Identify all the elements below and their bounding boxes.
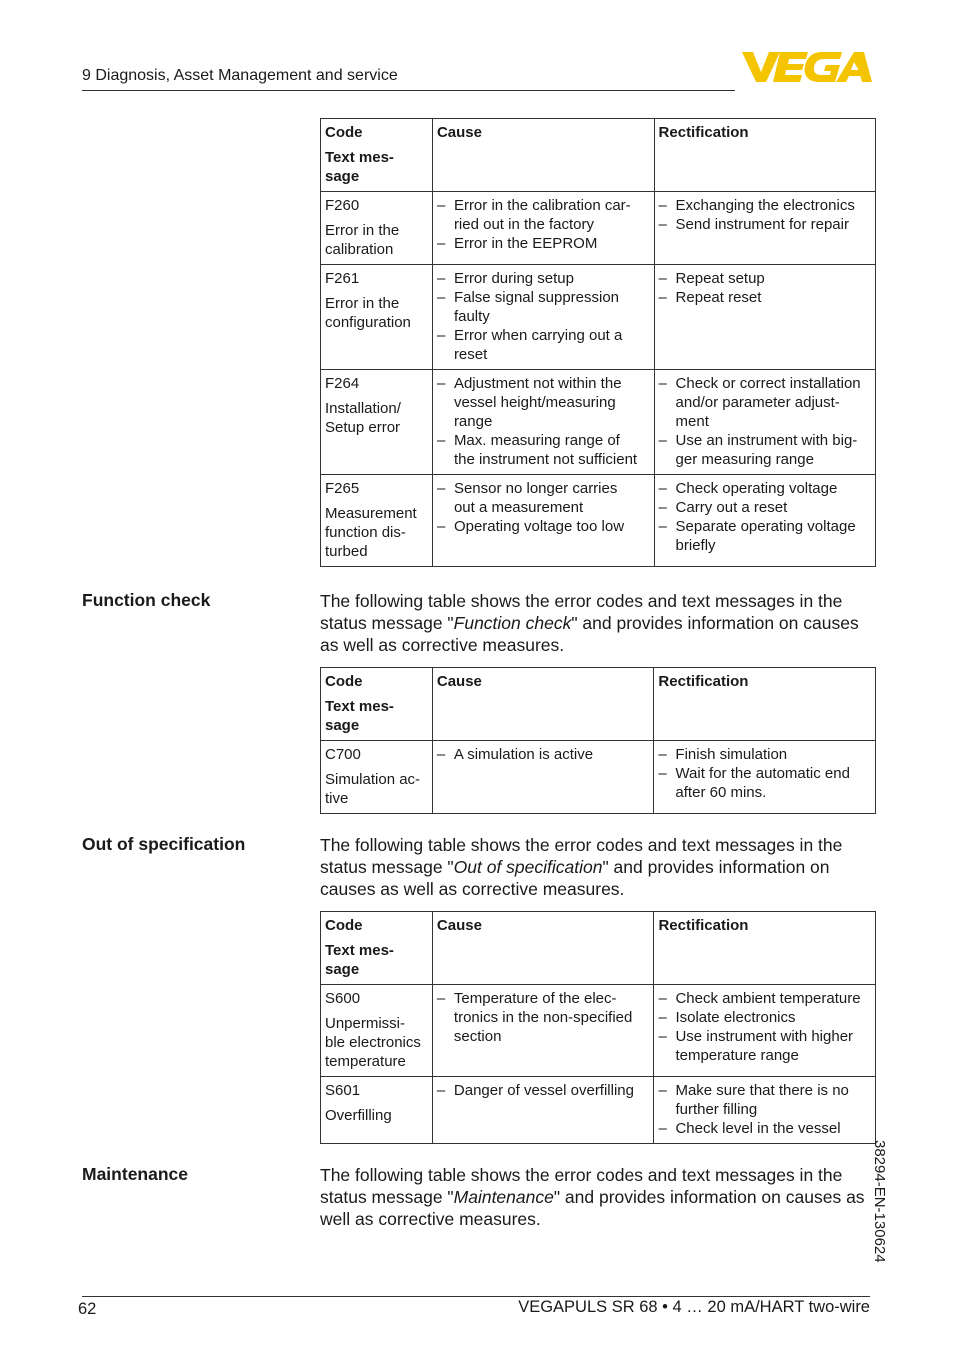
maintenance-intro: The following table shows the error codes and text messages in the status message "Maintenance" and provides information on causes as well as corrective measures.: [320, 1165, 865, 1229]
error-code: F260: [325, 197, 360, 214]
table-header-row: [321, 668, 876, 741]
rectification-item: – Separate operating voltage briefly: [659, 517, 871, 555]
header-code-label: Code: [325, 917, 363, 934]
cause-item: – Danger of vessel overfilling: [437, 1081, 650, 1100]
cause-list: [437, 196, 650, 253]
rectification-list: [659, 374, 871, 469]
rectification-item: – Check or correct installation and/or parameter adjust- ment: [659, 374, 871, 431]
footer-product-title: VEGAPULS SR 68 • 4 … 20 mA/HART two-wire: [518, 1298, 870, 1316]
cause-list: [437, 1081, 650, 1100]
rectification-item: – Use an instrument with big- ger measuring range: [659, 431, 871, 469]
error-text-message: Measurement function dis- turbed: [325, 505, 417, 560]
code-cell: [321, 1077, 433, 1144]
cause-cell: [432, 741, 654, 814]
cause-list: [437, 989, 650, 1046]
error-code: F264: [325, 375, 360, 392]
cause-cell: [432, 370, 654, 475]
out-of-spec-table: [320, 911, 876, 1144]
error-code: F265: [325, 480, 360, 497]
table-header-row: [321, 119, 876, 192]
rectification-item: – Check ambient temperature: [658, 989, 871, 1008]
rectification-cell: [654, 741, 876, 814]
header-cell-code: [321, 912, 433, 985]
rectification-cell: [654, 192, 875, 265]
cause-item: – A simulation is active: [437, 745, 650, 764]
cause-list: [437, 374, 650, 469]
header-text-message-label: Text mes- sage: [325, 149, 394, 185]
code-cell: [321, 985, 433, 1077]
rectification-cell: [654, 475, 875, 567]
cause-cell: [432, 192, 654, 265]
function-check-intro: The following table shows the error codes and text messages in the status message "Function check" and provides information on causes as well as corrective measures.: [320, 591, 859, 655]
code-cell: [321, 741, 433, 814]
cause-list: [437, 269, 650, 364]
failure-error-table: [320, 118, 876, 567]
rectification-item: – Carry out a reset: [659, 498, 871, 517]
cause-cell: [432, 265, 654, 370]
header-cell-code: [321, 668, 433, 741]
error-text-message: Installation/ Setup error: [325, 400, 401, 436]
rectification-item: – Finish simulation: [658, 745, 871, 764]
table-body: [321, 912, 876, 1144]
header-cause-label: Cause: [436, 673, 482, 690]
table-body: [321, 119, 876, 567]
rectification-item: – Repeat reset: [659, 288, 871, 307]
section-title: 9 Diagnosis, Asset Management and service: [82, 67, 398, 84]
rectification-list: [659, 196, 871, 234]
cause-item: – Operating voltage too low: [437, 517, 650, 536]
rectification-item: – Exchanging the electronics: [659, 196, 871, 215]
rectification-item: – Isolate electronics: [658, 1008, 871, 1027]
function-check-heading: Function check: [82, 590, 211, 610]
rectification-item: – Make sure that there is no further filling: [658, 1081, 871, 1119]
error-code: F261: [325, 270, 360, 287]
cause-item: – Adjustment not within the vessel height/measuring range: [437, 374, 650, 431]
vega-logo: [742, 50, 872, 84]
rectification-item: – Wait for the automatic end after 60 mins.: [658, 764, 871, 802]
cause-item: – Max. measuring range of the instrument not sufficient: [437, 431, 650, 469]
error-text-message: Error in the calibration: [325, 222, 400, 258]
footer-divider: [82, 1296, 870, 1297]
cause-item: – Error when carrying out a reset: [437, 326, 650, 364]
cause-cell: [432, 1077, 654, 1144]
header-cell-cause: [432, 912, 654, 985]
header-rectification-label: Rectification: [658, 917, 749, 934]
cause-list: [437, 479, 650, 536]
header-code-label: Code: [325, 673, 363, 690]
error-code: C700: [325, 746, 361, 763]
header-cause-label: Cause: [436, 124, 482, 141]
error-code: S600: [325, 990, 361, 1007]
rectification-item: – Send instrument for repair: [659, 215, 871, 234]
header-cell-rectification: [654, 912, 876, 985]
header-cell-code: [321, 119, 433, 192]
rectification-list: [659, 479, 871, 555]
error-code: S601: [325, 1082, 361, 1099]
rectification-cell: [654, 265, 875, 370]
table-row: [321, 741, 876, 814]
cause-item: – Error in the EEPROM: [437, 234, 650, 253]
page-number: 62: [78, 1300, 97, 1318]
header-rectification-label: Rectification: [658, 124, 749, 141]
header-rectification-label: Rectification: [658, 673, 749, 690]
table-row: [321, 265, 876, 370]
out-of-spec-heading: Out of specification: [82, 834, 246, 854]
rectification-item: – Repeat setup: [659, 269, 871, 288]
header-cell-rectification: [654, 668, 876, 741]
cause-item: – Error in the calibration car- ried out in the factory: [437, 196, 650, 234]
rectification-list: [658, 1081, 871, 1138]
table-row: [321, 985, 876, 1077]
cause-item: – Error during setup: [437, 269, 650, 288]
header-divider: [82, 90, 735, 91]
error-text-message: Error in the configuration: [325, 295, 411, 331]
header-cell-cause: [432, 668, 654, 741]
header-code-label: Code: [325, 124, 363, 141]
table-header-row: [321, 912, 876, 985]
table-row: [321, 475, 876, 567]
rectification-item: – Check operating voltage: [659, 479, 871, 498]
rectification-list: [659, 269, 871, 307]
table-row: [321, 1077, 876, 1144]
code-cell: [321, 370, 433, 475]
function-check-table: [320, 667, 876, 814]
table-body: [321, 668, 876, 814]
rectification-item: – Use instrument with higher temperature range: [658, 1027, 871, 1065]
rectification-cell: [654, 370, 875, 475]
maintenance-heading: Maintenance: [82, 1164, 188, 1184]
cause-cell: [432, 985, 654, 1077]
table-row: [321, 370, 876, 475]
header-text-message-label: Text mes- sage: [325, 942, 394, 978]
table-row: [321, 192, 876, 265]
header-cell-cause: [432, 119, 654, 192]
header-cell-rectification: [654, 119, 875, 192]
code-cell: [321, 475, 433, 567]
cause-item: – Sensor no longer carries out a measurement: [437, 479, 650, 517]
rectification-item: – Check level in the vessel: [658, 1119, 871, 1138]
code-cell: [321, 192, 433, 265]
rectification-list: [658, 989, 871, 1065]
header-cause-label: Cause: [436, 917, 482, 934]
cause-list: [437, 745, 650, 764]
cause-item: – False signal suppression faulty: [437, 288, 650, 326]
rectification-list: [658, 745, 871, 802]
cause-item: – Temperature of the elec- tronics in the non-specified section: [437, 989, 650, 1046]
rectification-cell: [654, 985, 876, 1077]
error-text-message: Simulation ac- tive: [325, 771, 421, 807]
rectification-cell: [654, 1077, 876, 1144]
cause-cell: [432, 475, 654, 567]
document-id: 38294-EN-130624: [871, 1140, 888, 1263]
error-text-message: Unpermissi- ble electronics temperature: [325, 1015, 421, 1070]
error-text-message: Overfilling: [325, 1107, 392, 1124]
code-cell: [321, 265, 433, 370]
header-text-message-label: Text mes- sage: [325, 698, 394, 734]
out-of-spec-intro: The following table shows the error codes and text messages in the status message "Out of specification" and provides information on causes as well as corrective measures.: [320, 835, 843, 899]
